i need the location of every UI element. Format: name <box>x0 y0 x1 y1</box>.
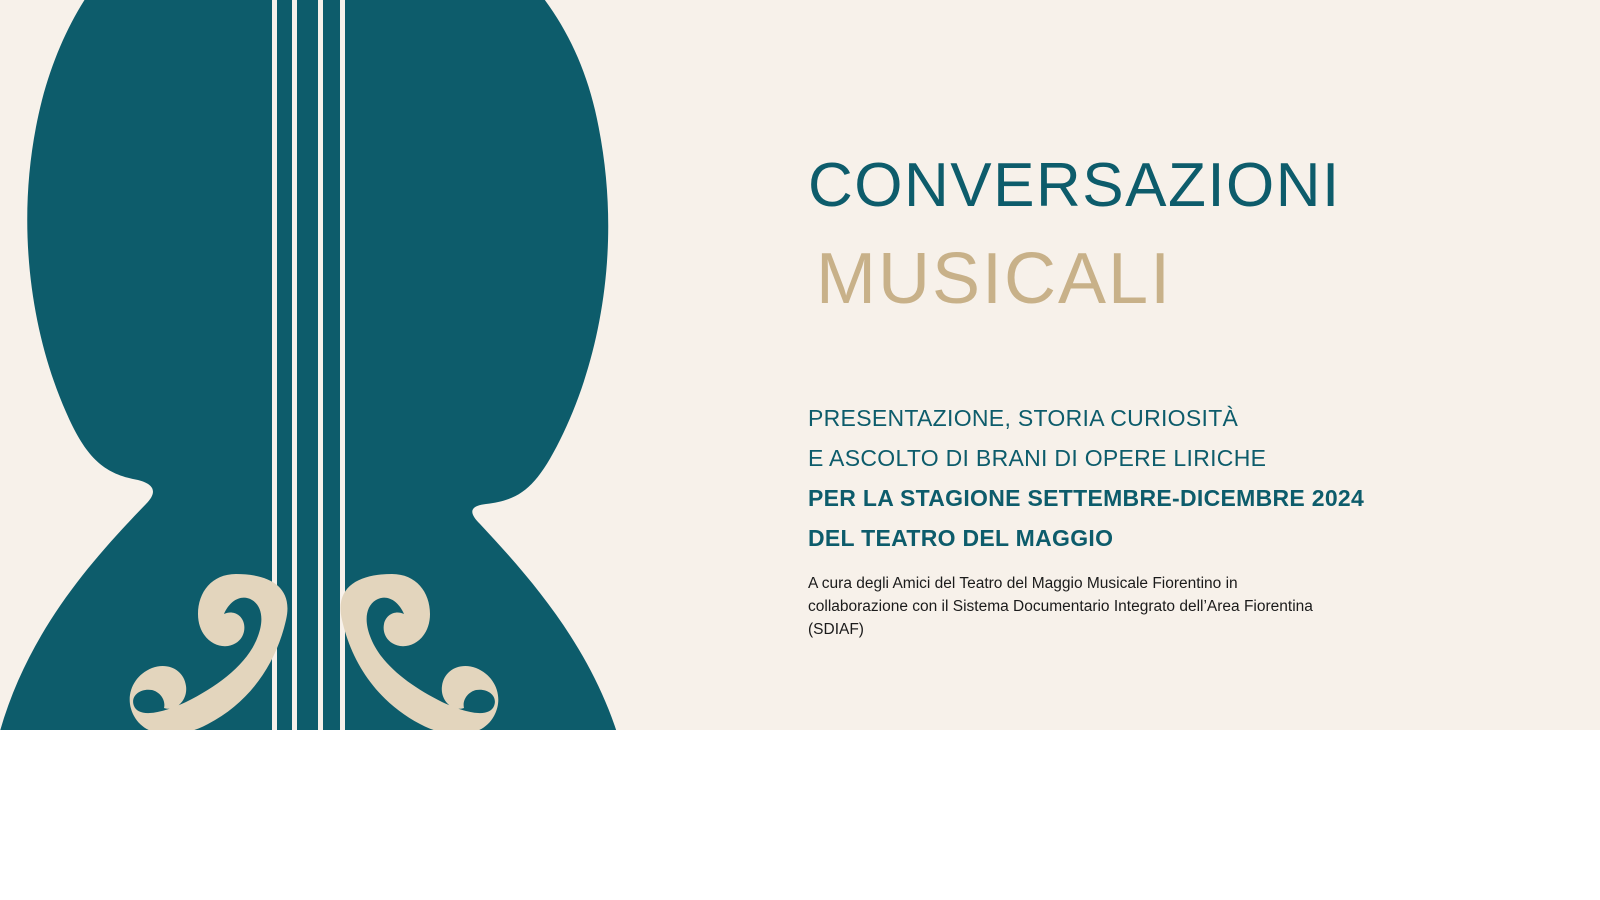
subtitle-line-1: PRESENTAZIONE, STORIA CURIOSITÀ <box>808 405 1239 431</box>
poster-subtitle <box>808 398 1468 558</box>
subtitle-line-4: DEL TEATRO DEL MAGGIO <box>808 525 1114 551</box>
poster-title-primary: CONVERSAZIONI <box>808 151 1341 220</box>
poster-credits: A cura degli Amici del Teatro del Maggio Musicale Fiorentino in collaborazione con il Sistema Documentario Integrato dell’Area Fiorentina (SDIAF) <box>808 575 1313 638</box>
poster-text-block <box>808 0 1508 730</box>
footer-logo-bar <box>0 730 1600 900</box>
subtitle-line-3: PER LA STAGIONE SETTEMBRE-DICEMBRE 2024 <box>808 485 1365 511</box>
poster-title-secondary: MUSICALI <box>816 239 1173 319</box>
subtitle-line-2: E ASCOLTO DI BRANI DI OPERE LIRICHE <box>808 445 1267 471</box>
